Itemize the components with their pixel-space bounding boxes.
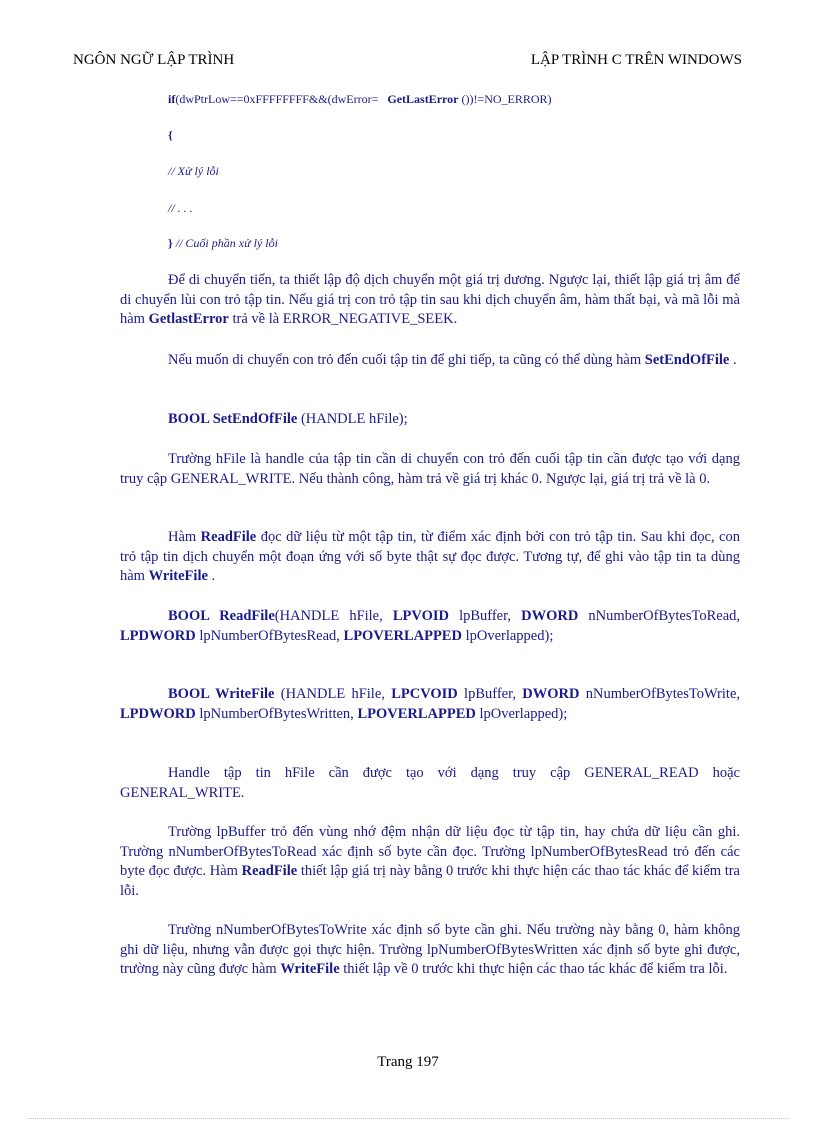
code-text: (dwPtrLow==0xFFFFFFFF&&(dwError= (175, 92, 379, 106)
code-line-5 (168, 236, 278, 251)
prototype-text: lpBuffer, (457, 686, 523, 702)
paragraph-text: Để di chuyển tiến, ta thiết lập độ dịch chuyển một giá trị dương. Ngược lại, thiết lập giá trị âm để di chuyển lùi con trỏ tập tin. Nếu giá trị con trỏ tập tin sau khi dịch chuyển âm, hàm thất bại, và mã lỗi mà hàm (120, 272, 740, 327)
function-name: WriteFile (148, 568, 208, 584)
prototype-writefile (120, 685, 740, 724)
paragraph-text: Trường hFile là handle của tập tin cần di chuyển con trỏ đến cuối tập tin cần được tạo với dạng truy cập GENERAL_WRITE. Nếu thành công, hàm trả về giá trị khác 0. Ngược lại, giá trị trả về là 0. (120, 451, 740, 487)
code-line-3: // Xử lý lỗi (168, 164, 219, 178)
type-keyword: LPVOID (392, 608, 449, 624)
function-name: SetEndOfFile (644, 352, 730, 368)
paragraph-text: . (729, 352, 737, 368)
paragraph-set-end-of-file (120, 351, 740, 371)
paragraph-text: . (207, 568, 216, 584)
code-line-2: { (168, 128, 173, 142)
prototype-text: lpOverlapped); (475, 705, 568, 722)
prototype-text: lpBuffer, (448, 608, 522, 624)
prototype-text: nNumberOfBytesToWrite, (579, 686, 740, 702)
type-keyword: LPDWORD (120, 705, 196, 722)
paragraph-text: đọc dữ liệu từ một tập tin, từ điểm xác định bởi con trỏ tập tin. Sau khi đọc, con trỏ tập tin dịch chuyển một đoạn ứng với số byte thật sự đọc được. Tương tự, để ghi vào tập tin ta dùng hàm (120, 529, 740, 584)
paragraph-bytes-to-write (120, 921, 740, 980)
code-comment: // Cuối phần xử lý lỗi (172, 236, 278, 250)
prototype-keyword: BOOL WriteFile (168, 686, 275, 702)
paragraph-text: Nếu muốn di chuyển con trỏ đến cuối tập tin để ghi tiếp, ta cũng có thể dùng hàm (168, 352, 645, 368)
code-brace: } (168, 236, 173, 250)
page-number: Trang 197 (377, 1054, 439, 1070)
code-line-4: // . . . (168, 201, 193, 215)
paragraph-hfile (120, 450, 740, 489)
paragraph-text: Trường nNumberOfBytesToWrite xác định số byte cần ghi. Nếu trường này bằng 0, hàm không ghi dữ liệu, nhưng vẫn được gọi thực hiện. Trường lpNumberOfBytesWritten xác định số byte ghi được, trường này cũng được hàm (120, 922, 740, 977)
code-keyword-if: if (168, 92, 176, 106)
paragraph-text: Hàm (168, 529, 201, 545)
prototype-keyword: BOOL SetEndOfFile (168, 411, 298, 427)
prototype-text: (HANDLE hFile); (297, 411, 408, 427)
prototype-text: (HANDLE hFile, (274, 608, 393, 624)
prototype-text: lpOverlapped); (461, 627, 554, 644)
page-bottom-divider (28, 1118, 788, 1119)
function-name: WriteFile (280, 961, 340, 977)
paragraph-text: thiết lập về 0 trước khi thực hiện các thao tác khác để kiểm tra lỗi. (339, 961, 728, 977)
header-left-title: NGÔN NGỮ LẬP TRÌNH (73, 52, 235, 68)
function-name: ReadFile (200, 529, 257, 545)
prototype-text: lpNumberOfBytesRead, (195, 627, 344, 644)
type-keyword: LPOVERLAPPED (357, 705, 476, 722)
code-line-1 (168, 92, 552, 107)
type-keyword: LPCVOID (391, 686, 458, 702)
paragraph-text: trả về là ERROR_NEGATIVE_SEEK. (228, 311, 458, 327)
paragraph-text: thiết lập giá trị này bằng 0 trước khi thực hiện các thao tác khác để kiểm tra lỗi. (120, 863, 740, 899)
type-keyword: DWORD (522, 686, 580, 702)
function-name: GetlastError (148, 311, 229, 327)
paragraph-seek-direction (120, 271, 740, 330)
code-function-name: GetLastError (387, 92, 459, 106)
header-right-title: LẬP TRÌNH C TRÊN WINDOWS (530, 52, 742, 68)
paragraph-readfile (120, 528, 740, 587)
paragraph-text: Trường lpBuffer trỏ đến vùng nhớ đệm nhận dữ liệu đọc từ tập tin, hay chứa dữ liệu cần ghi. Trường nNumberOfBytesToRead xác định số byte cần đọc. Trường lpNumberOfBytesRead trỏ đến các byte đọc được. Hàm (120, 824, 740, 879)
prototype-text: nNumberOfBytesToRead, (578, 608, 741, 624)
type-keyword: LPDWORD (120, 627, 196, 644)
prototype-set-end-of-file (120, 410, 740, 430)
prototype-text: lpNumberOfBytesWritten, (195, 705, 358, 722)
code-text: ())!=NO_ERROR) (458, 92, 552, 106)
paragraph-handle-access (120, 764, 740, 803)
function-name: ReadFile (241, 863, 298, 879)
prototype-readfile (120, 607, 740, 646)
prototype-text: (HANDLE hFile, (274, 686, 392, 702)
paragraph-text: Handle tập tin hFile cần được tạo với dạng truy cập GENERAL_READ hoặc GENERAL_WRITE. (120, 765, 740, 801)
type-keyword: DWORD (521, 608, 579, 624)
paragraph-lpbuffer (120, 823, 740, 901)
prototype-keyword: BOOL ReadFile (168, 608, 275, 624)
type-keyword: LPOVERLAPPED (343, 627, 462, 644)
